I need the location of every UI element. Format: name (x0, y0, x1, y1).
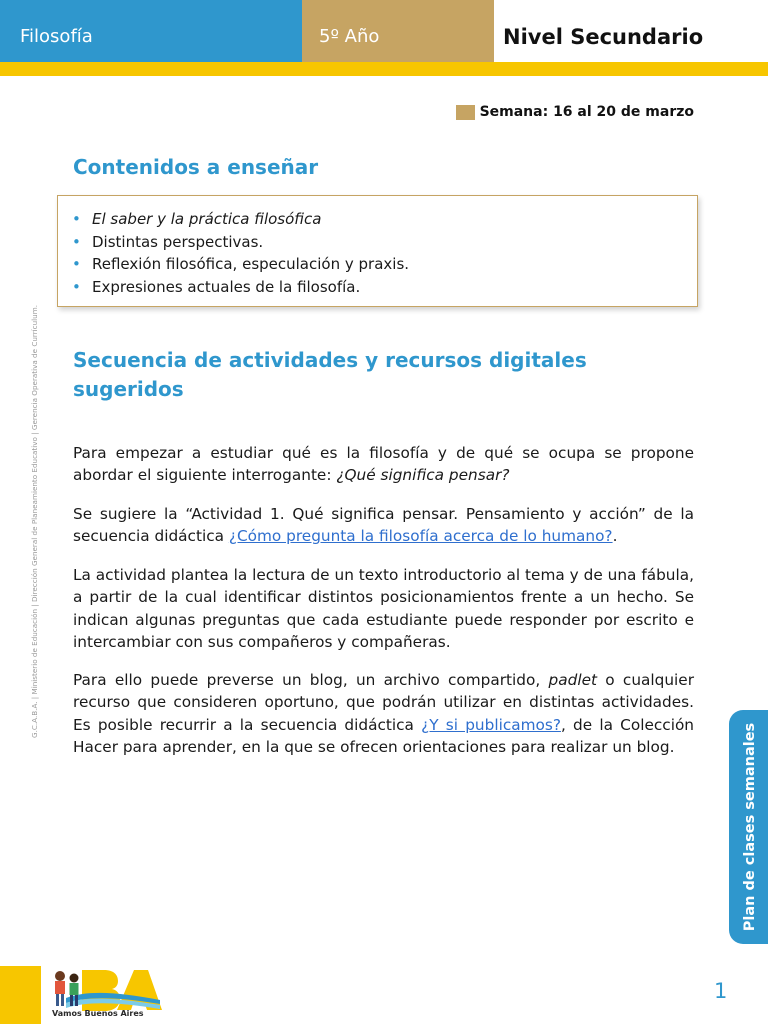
link-y-si-publicamos[interactable]: ¿Y si publicamos? (421, 715, 561, 734)
list-item: • Reflexión filosófica, especulación y praxis. (72, 253, 697, 276)
contents-list (58, 196, 697, 298)
paragraph-description: La actividad plantea la lectura de un texto introductorio al tema y de una fábula, a partir de la cual identificar distintos posicionamientos frente a un hecho. Se indican algunas preguntas que cada estudiante puede responder por escrito e intercambiar con sus compañeros y compañeras. (73, 566, 694, 651)
side-credit-text: G.C.A.B.A. | Ministerio de Educación | Dirección General de Planeamiento Educativo | Gerencia Operativa de Currículum. (30, 304, 39, 738)
year-label: 5º Año (319, 26, 380, 47)
subject-label: Filosofía (20, 26, 93, 47)
weekly-plan-tab (729, 710, 768, 944)
bullet-icon: • (72, 232, 81, 251)
header (0, 0, 768, 62)
section-title-contents: Contenidos a enseñar (73, 155, 319, 179)
week-label: Semana: 16 al 20 de marzo (479, 104, 694, 120)
bullet-icon: • (72, 210, 81, 228)
page-number: 1 (714, 979, 728, 1003)
header-yellow-bar (0, 62, 768, 76)
list-item: • Distintas perspectivas. (72, 231, 697, 254)
section-title-activities: Secuencia de actividades y recursos digitales sugeridos (73, 348, 587, 401)
year-cell (302, 0, 494, 62)
logo-caption: Vamos Buenos Aires (52, 1009, 144, 1018)
week-marker-square (456, 105, 475, 120)
weekly-plan-tab-label: Plan de clases semanales (742, 722, 758, 932)
contents-box (57, 195, 698, 307)
bullet-icon: • (72, 277, 81, 296)
week-label-row (456, 104, 694, 120)
side-credit (30, 232, 42, 738)
level-cell (494, 0, 768, 62)
subject-cell (0, 0, 302, 62)
paragraph-blog: Para ello puede preverse un blog, un archivo compartido, padlet o cualquier recurso que consideren oportuno, que podrán utilizar en distintas actividades. Es posible recurrir a la secuencia didáctica ¿Y si publicamos?, de la Colección Hacer para aprender, en la que se ofrecen orientaciones para realizar un blog. (73, 671, 695, 756)
paragraph-intro: Para empezar a estudiar qué es la filosofía y de qué se ocupa se propone abordar el siguiente interrogante: ¿Qué significa pensar? (73, 444, 694, 485)
bullet-icon: • (72, 255, 81, 273)
footer-yellow-bar (0, 966, 41, 1024)
list-item: • Expresiones actuales de la filosofía. (72, 276, 697, 299)
link-como-pregunta[interactable]: ¿Cómo pregunta la filosofía acerca de lo humano? (228, 527, 613, 546)
list-item: • El saber y la práctica filosófica (72, 208, 697, 231)
paragraph-activity: Se sugiere la “Actividad 1. Qué significa pensar. Pensamiento y acción” de la secuencia didáctica ¿Cómo pregunta la filosofía acerca de lo humano?. (73, 505, 694, 546)
level-label: Nivel Secundario (503, 25, 704, 49)
